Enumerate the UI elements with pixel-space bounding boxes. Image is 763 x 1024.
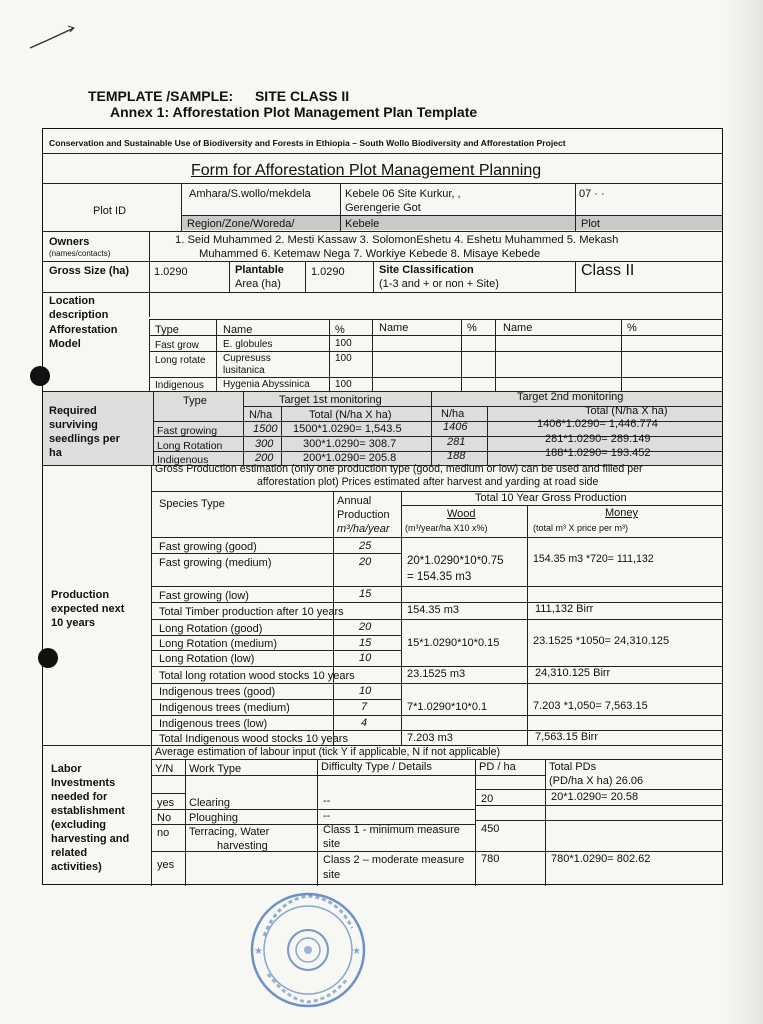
production-row-wood-2: = 154.35 m3 — [407, 571, 472, 583]
production-row-money: 111,132 Birr — [535, 603, 594, 615]
nha-header-2: N/ha — [441, 408, 465, 420]
page-shadow — [723, 0, 763, 1024]
project-title: Conservation and Sustainable Use of Biodiversity and Forests in Ethiopia – South Wollo Biodiversity and Afforestation Project — [49, 138, 566, 148]
production-row-annual: 25 — [359, 540, 372, 552]
labor-row-pd: 450 — [481, 823, 500, 835]
region-value: Amhara/S.wollo/mekdela — [189, 188, 311, 200]
plantable-value: 1.0290 — [311, 266, 345, 278]
labor-label-7: related — [51, 847, 88, 859]
model-pct-header: % — [335, 324, 345, 336]
labor-row-pd: 780 — [481, 853, 500, 865]
total-header-2: Total (N/ha X ha) — [585, 405, 668, 417]
surviving-n2: 188 — [447, 450, 466, 462]
production-row-wood: 20*1.0290*10*0.75 — [407, 555, 504, 567]
surviving-label-2: surviving — [49, 419, 98, 431]
labor-label-8: activities) — [51, 861, 102, 873]
surviving-n1: 1500 — [253, 423, 278, 435]
site-class-heading: SITE CLASS II — [254, 88, 350, 104]
production-row-name: Indigenous trees (medium) — [159, 702, 290, 714]
surviving-label-3: seedlings per — [49, 433, 120, 445]
surviving-t1: 300*1.0290= 308.7 — [303, 438, 397, 450]
plot-id-label: Plot ID — [93, 205, 127, 217]
template-heading — [88, 88, 349, 104]
labor-label-3: needed for — [51, 791, 108, 803]
production-label-3: 10 years — [51, 617, 96, 629]
labor-label-2: Investments — [51, 777, 116, 789]
model-row-name: Cupresuss — [223, 353, 271, 364]
production-row-money: 7.203 *1,050= 7,563.15 — [533, 700, 648, 712]
surviving-t1: 1500*1.0290= 1,543.5 — [293, 423, 402, 435]
annual-header-3: m³/ha/year — [337, 523, 390, 535]
surviving-row-type: Long Rotation — [157, 440, 223, 452]
model-row-name: Hygenia Abyssinica — [223, 379, 310, 390]
model-row-pct: 100 — [335, 379, 352, 390]
site-class-label-2: (1-3 and + or non + Site) — [379, 278, 499, 290]
production-row-money: 24,310.125 Birr — [535, 667, 611, 679]
production-row-name: Long Rotation (good) — [159, 623, 263, 635]
model-type-header: Type — [155, 324, 179, 336]
production-label-2: expected next — [51, 603, 125, 615]
svg-text:★: ★ — [352, 946, 361, 957]
labor-label-5: (excluding — [51, 819, 107, 831]
surviving-t2: 188*1.0290= 193.452 — [545, 447, 651, 459]
labor-yn-header: Y/N — [155, 763, 174, 775]
production-row-money: 7,563.15 Birr — [535, 731, 598, 743]
annual-header: Annual — [337, 495, 372, 507]
labor-label-6: harvesting and — [51, 833, 130, 845]
production-row-wood: 154.35 m3 — [407, 604, 459, 616]
model-row-type: Indigenous — [155, 380, 204, 391]
labor-row-difficulty: -- — [323, 795, 331, 807]
model-row-pct: 100 — [335, 353, 352, 364]
model-row-name-2: lusitanica — [223, 365, 265, 376]
production-row-name: Fast growing (low) — [159, 590, 249, 602]
labor-difficulty-header: Difficulty Type / Details — [321, 761, 432, 773]
plantable-label-2: Area (ha) — [235, 278, 281, 290]
production-row-wood: 15*1.0290*10*0.15 — [407, 637, 500, 649]
labor-total-header: Total PDs — [549, 761, 597, 773]
production-row-annual: 15 — [359, 588, 372, 600]
labor-row-yn: yes — [157, 859, 175, 871]
production-row-annual: 10 — [359, 652, 372, 664]
model-pct3-header: % — [627, 322, 637, 334]
production-row-annual: 20 — [359, 556, 372, 568]
labor-row-work-2: harvesting — [217, 840, 268, 852]
model-name2-header: Name — [379, 322, 409, 334]
afforestation-label-2: Model — [49, 338, 81, 350]
labor-row-pd: 20 — [481, 793, 494, 805]
production-row-name: Total long rotation wood stocks 10 years — [159, 670, 355, 682]
production-row-name: Fast growing (medium) — [159, 557, 272, 569]
production-row-name: Indigenous trees (good) — [159, 686, 276, 698]
labor-total-header-2: (PD/ha X ha) 26.06 — [549, 775, 644, 787]
surviving-t2: 1406*1.0290= 1,446.774 — [537, 418, 658, 430]
owners-sublabel: (names/contacts) — [49, 249, 111, 258]
owners-label: Owners — [49, 236, 90, 248]
model-pct2-header: % — [467, 322, 477, 334]
production-row-wood: 7*1.0290*10*0.1 — [407, 701, 488, 713]
production-row-wood: 23.1525 m3 — [407, 668, 466, 680]
production-row-name: Indigenous trees (low) — [159, 718, 268, 730]
kebele-value: Kebele 06 Site Kurkur, , — [345, 188, 461, 200]
gross-size-value: 1.0290 — [154, 266, 188, 278]
labor-row-work: Ploughing — [189, 812, 238, 824]
kebele-label: Kebele — [345, 218, 380, 230]
site-class-value: Class II — [581, 262, 635, 279]
form-sheet — [42, 128, 723, 885]
labor-row-yn: no — [157, 827, 170, 839]
location-label-2: description — [49, 309, 109, 321]
kebele-value-2: Gerengerie Got — [345, 202, 421, 214]
owners-line-2: Muhammed 6. Ketemaw Nega 7. Workiye Kebede 8. Misaye Kebede — [199, 248, 541, 260]
template-prefix: TEMPLATE /SAMPLE: — [88, 88, 234, 104]
surviving-n1: 200 — [255, 452, 274, 464]
production-row-name: Long Rotation (low) — [159, 653, 255, 665]
labor-row-total: 20*1.0290= 20.58 — [551, 791, 639, 803]
model-row-pct: 100 — [335, 338, 352, 349]
production-row-name: Total Indigenous wood stocks 10 years — [159, 733, 348, 745]
production-label: Production — [51, 589, 110, 601]
production-row-name: Fast growing (good) — [159, 541, 257, 553]
surviving-t1: 200*1.0290= 205.8 — [303, 452, 397, 464]
total-production-header: Total 10 Year Gross Production — [475, 492, 627, 504]
location-label: Location — [49, 295, 95, 307]
total-header: Total (N/ha X ha) — [309, 409, 392, 421]
labor-row-difficulty: Class 2 – moderate measure — [323, 854, 465, 866]
production-row-money: 154.35 m3 *720= 111,132 — [533, 553, 654, 565]
labor-row-yn: No — [157, 812, 172, 824]
annual-header-2: Production — [337, 509, 390, 521]
surviving-label-4: ha — [49, 447, 62, 459]
labor-pd-header: PD / ha — [479, 761, 516, 773]
labor-label-4: establishment — [51, 805, 125, 817]
production-note-2: afforestation plot) Prices estimated after harvest and yarding at road side — [257, 476, 599, 488]
surviving-row-type: Indigenous — [157, 454, 209, 466]
surviving-t2: 281*1.0290= 289.149 — [545, 433, 651, 445]
svg-text:★: ★ — [254, 946, 263, 957]
labor-row-difficulty: Class 1 - minimum measure — [323, 824, 460, 836]
plot-value: 07 · · — [579, 188, 605, 200]
production-row-wood: 7.203 m3 — [407, 732, 453, 744]
labor-row-yn: yes — [157, 797, 175, 809]
surviving-n1: 300 — [255, 438, 274, 450]
gross-size-label: Gross Size (ha) — [49, 265, 130, 277]
official-stamp-icon — [238, 888, 388, 1018]
labor-row-difficulty-2: site — [323, 869, 341, 881]
labor-row-total: 780*1.0290= 802.62 — [551, 853, 651, 865]
labor-label: Labor — [51, 763, 82, 775]
form-title: Form for Afforestation Plot Management Planning — [191, 162, 542, 179]
afforestation-label: Afforestation — [49, 324, 118, 336]
production-row-name: Total Timber production after 10 years — [159, 606, 344, 618]
production-row-annual: 4 — [361, 717, 368, 729]
wood-header: Wood — [447, 508, 476, 520]
production-row-money: 23.1525 *1050= 24,310.125 — [533, 635, 670, 647]
model-name3-header: Name — [503, 322, 533, 334]
production-row-annual: 10 — [359, 685, 372, 697]
surviving-n2: 1406 — [443, 421, 468, 433]
plantable-label: Plantable — [235, 264, 284, 276]
model-row-type: Fast grow — [155, 340, 199, 351]
surviving-row-type: Fast growing — [157, 425, 218, 437]
species-type-header: Species Type — [159, 498, 225, 510]
production-row-annual: 15 — [359, 637, 372, 649]
labor-row-work: Clearing — [189, 797, 230, 809]
production-row-name: Long Rotation (medium) — [159, 638, 278, 650]
wood-subheader: (m³/year/ha X10 x%) — [405, 523, 488, 533]
model-row-name: E. globules — [223, 339, 273, 350]
surviving-type-header: Type — [183, 395, 207, 407]
labor-row-work: Terracing, Water — [189, 826, 270, 838]
annex-heading: Annex 1: Afforestation Plot Management Plan Template — [110, 104, 478, 120]
surviving-n2: 281 — [447, 436, 466, 448]
target1-header: Target 1st monitoring — [279, 394, 382, 406]
nha-header: N/ha — [249, 409, 273, 421]
labor-row-difficulty: -- — [323, 810, 331, 822]
production-row-annual: 7 — [361, 701, 368, 713]
owners-line-1: 1. Seid Muhammed 2. Mesti Kassaw 3. SolomonEshetu 4. Eshetu Muhammed 5. Mekash — [175, 234, 619, 246]
labor-row-difficulty-2: site — [323, 838, 341, 850]
labor-work-header: Work Type — [189, 763, 242, 775]
plot-label: Plot — [581, 218, 600, 230]
target2-header: Target 2nd monitoring — [517, 391, 624, 403]
labor-note: Average estimation of labour input (tick Y if applicable, N if not applicable) — [155, 746, 501, 758]
money-header: Money — [605, 507, 639, 519]
surviving-label: Required — [49, 405, 97, 417]
production-note: Gross Production estimation (only one production type (good, medium or low) can be used and filled per — [155, 463, 643, 475]
model-name-header: Name — [223, 324, 253, 336]
money-subheader: (total m³ X price per m³) — [533, 523, 629, 533]
model-row-type: Long rotate — [155, 355, 206, 366]
production-row-annual: 20 — [359, 621, 372, 633]
region-label: Region/Zone/Woreda/ — [187, 218, 295, 230]
site-class-label: Site Classification — [379, 264, 474, 276]
pen-mark-icon — [28, 22, 76, 50]
